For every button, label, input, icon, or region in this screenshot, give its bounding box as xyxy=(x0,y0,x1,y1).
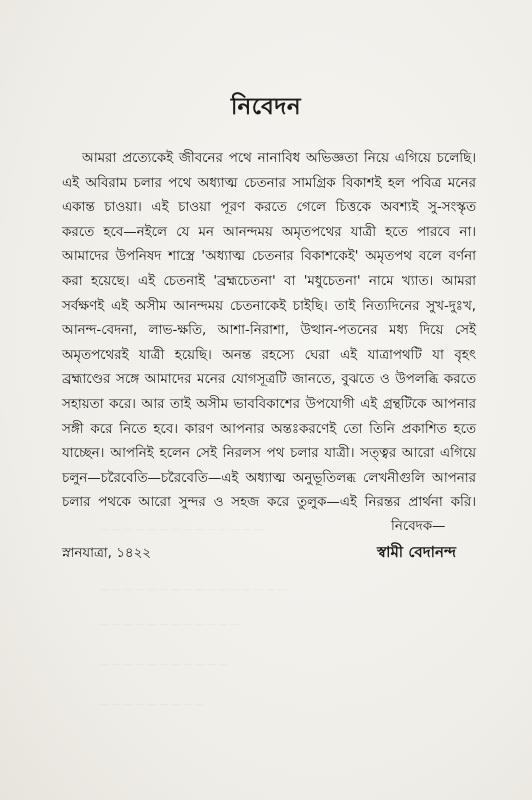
paragraph-line: করা হয়েছে। এই চেতনাই 'ব্রহ্মচেতনা' বা 'মধুচেতনা' নামে খ্যাত। আমরা xyxy=(62,273,476,289)
paragraph-line: চলুন—চরৈবেতি—চরৈবেতি—এই অধ্যাত্ম অনুভূতিলব্ধ লেখনীগুলি আপনার xyxy=(62,470,476,486)
bleed-through-text: — — — — — — — — — xyxy=(100,700,204,710)
paragraph-line: একান্ত চাওয়া। এই চাওয়া পূরণ করতে গেলে চিত্তকে অবশ্যই সু-সংস্কৃত xyxy=(62,200,476,216)
paragraph-line: আমরা প্রত্যেকেই জীবনের পথে নানাবিধ অভিজ্ঞতা নিয়ে এগিয়ে চলেছি। xyxy=(82,151,476,166)
paragraph-line: চলার পথকে আরো সুন্দর ও সহজ করে তুলুক—এই নিরন্তর প্রার্থনা করি। xyxy=(62,495,476,511)
bleed-through-text: — — — — — — — — — — — — — — xyxy=(100,525,264,535)
author-name: স্বামী বেদানন্দ xyxy=(377,543,456,561)
paragraph-line: সহায়তা করে। আর তাই অসীম ভাববিকাশের উপযোগী এই গ্রন্থটিকে আপনার xyxy=(62,396,476,412)
bleed-through-text: — — — — — — — — — — — — xyxy=(100,620,240,630)
preface-paragraph xyxy=(62,147,476,516)
paragraph-line: আনন্দ-বেদনা, লাভ-ক্ষতি, আশা-নিরাশা, উত্থান-পতনের মধ্য দিয়ে সেই xyxy=(62,323,476,339)
bleed-through-text: — — — — — — — — — — — — — — — — xyxy=(100,585,287,595)
paragraph-line: যাচ্ছেন। আপনিই হলেন সেই নিরলস পথ চলার যাত্রী। সত্ত্বর আরো এগিয়ে xyxy=(62,446,476,462)
signer-label: নিবেদক— xyxy=(391,519,446,534)
paragraph-line: এই অবিরাম চলার পথে অধ্যাত্ম চেতনার সামগ্রিক বিকাশই হল পবিত্র মনের xyxy=(62,175,476,191)
page-title: নিবেদন xyxy=(230,94,302,120)
paragraph-line: করতে হবে—নইলে যে মন আনন্দময় অমৃতপথের যাত্রী হতে পারবে না। xyxy=(62,224,476,240)
date-line: স্নানযাত্রা, ১৪২২ xyxy=(62,546,151,561)
paragraph-line: সর্বক্ষণই এই অসীম আনন্দময় চেতনাকেই চাইছি। তাই নিত্যদিনের সুখ-দুঃখ, xyxy=(62,298,476,314)
paragraph-line: অমৃতপথেরই যাত্রী হয়েছি। অনন্ত রহস্যে ঘেরা এই যাত্রাপথটি যা বৃহৎ xyxy=(62,347,476,363)
paragraph-line: আমাদের উপনিষদ শাস্ত্রে 'অধ্যাত্ম চেতনার বিকাশকেই' অমৃতপথ বলে বর্ণনা xyxy=(62,249,476,265)
bleed-through-text: — — — — — — — — — — — xyxy=(100,660,228,670)
paragraph-line: সঙ্গী করে নিতে হবে। কারণ আপনার অন্তঃকরণেই তো তিনি প্রকাশিত হতে xyxy=(62,421,476,437)
paragraph-line: ব্রহ্মাণ্ডের সঙ্গে আমাদের মনের যোগসূত্রটি জানতে, বুঝতে ও উপলব্ধি করতে xyxy=(62,372,476,388)
